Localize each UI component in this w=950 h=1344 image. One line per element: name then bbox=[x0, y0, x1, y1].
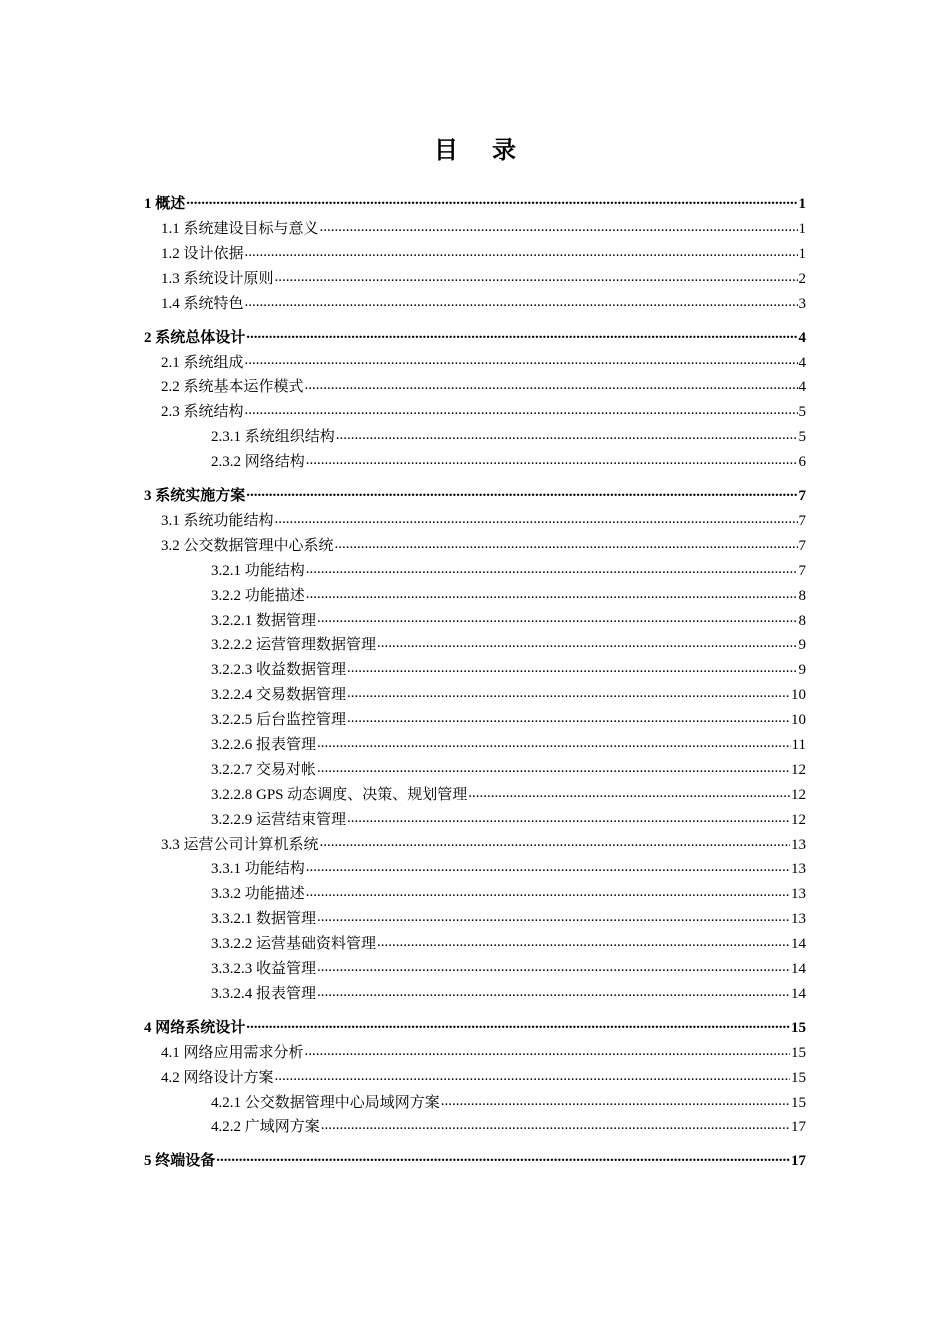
toc-entry-label: 3.3.2.2 运营基础资料管理 bbox=[211, 936, 377, 953]
toc-entry[interactable] bbox=[144, 267, 806, 292]
toc-entry-label: 3.3.2.1 数据管理 bbox=[211, 911, 317, 928]
dot-leader bbox=[306, 885, 790, 900]
toc-entry[interactable] bbox=[144, 1140, 806, 1174]
dot-leader bbox=[347, 711, 790, 726]
toc-entry[interactable] bbox=[144, 1116, 806, 1141]
toc-entry-page-number: 7 bbox=[798, 537, 806, 554]
toc-entry[interactable] bbox=[144, 1066, 806, 1091]
toc-entry-page-number: 4 bbox=[798, 379, 806, 396]
toc-entry-label: 3.1 系统功能结构 bbox=[161, 513, 274, 529]
toc-entry-label: 4.1 网络应用需求分析 bbox=[161, 1044, 304, 1061]
dot-leader bbox=[336, 428, 798, 443]
dot-leader bbox=[275, 270, 798, 285]
toc-entry-page-number: 7 bbox=[798, 513, 806, 529]
toc-entry[interactable] bbox=[144, 351, 806, 376]
toc-entry-page-number: 8 bbox=[798, 587, 806, 604]
dot-leader bbox=[275, 1069, 790, 1084]
toc-entry-label: 4.2 网络设计方案 bbox=[161, 1069, 274, 1086]
toc-entry[interactable] bbox=[144, 292, 806, 317]
toc-entry[interactable] bbox=[144, 658, 806, 683]
toc-entry-page-number: 14 bbox=[791, 936, 806, 953]
toc-entry-page-number: 10 bbox=[791, 687, 806, 704]
toc-entry[interactable] bbox=[144, 375, 806, 400]
toc-entry-page-number: 7 bbox=[798, 488, 806, 505]
toc-entry-label: 2.1 系统组成 bbox=[161, 354, 244, 371]
dot-leader bbox=[321, 1118, 790, 1133]
toc-entry[interactable] bbox=[144, 1007, 806, 1041]
dot-leader bbox=[468, 786, 790, 801]
dot-leader bbox=[317, 910, 790, 925]
toc-entry-label: 3.3.1 功能结构 bbox=[211, 861, 305, 878]
toc-entry-label: 4.2.1 公交数据管理中心局域网方案 bbox=[211, 1094, 440, 1111]
dot-leader bbox=[306, 860, 790, 875]
toc-entry[interactable] bbox=[144, 317, 806, 351]
toc-entry-page-number: 5 bbox=[798, 404, 806, 421]
dot-leader bbox=[245, 245, 798, 260]
toc-entry-page-number: 14 bbox=[791, 961, 806, 978]
toc-entry-page-number: 4 bbox=[798, 329, 806, 346]
toc-entry[interactable] bbox=[144, 683, 806, 708]
toc-entry-label: 3 系统实施方案 bbox=[144, 488, 246, 505]
toc-entry-page-number: 11 bbox=[791, 737, 806, 754]
toc-entry-label: 1 概述 bbox=[144, 196, 186, 212]
toc-entry-page-number: 5 bbox=[798, 429, 806, 446]
toc-entry-label: 3.2.2.1 数据管理 bbox=[211, 612, 317, 629]
toc-entry-page-number: 10 bbox=[791, 712, 806, 729]
toc-entry[interactable] bbox=[144, 1041, 806, 1066]
toc-entry-page-number: 15 bbox=[791, 1019, 806, 1036]
toc-entry-page-number: 7 bbox=[798, 562, 806, 579]
toc-entry-page-number: 9 bbox=[798, 662, 806, 679]
dot-leader bbox=[245, 295, 798, 310]
toc-entry[interactable] bbox=[144, 584, 806, 609]
dot-leader bbox=[306, 587, 798, 602]
toc-entry-label: 3.3.2.3 收益管理 bbox=[211, 961, 317, 978]
toc-entry-page-number: 15 bbox=[791, 1094, 806, 1111]
toc-entry-page-number: 17 bbox=[791, 1153, 806, 1170]
dot-leader bbox=[335, 537, 798, 552]
toc-entry[interactable] bbox=[144, 857, 806, 882]
toc-entry[interactable] bbox=[144, 907, 806, 932]
dot-leader bbox=[186, 193, 797, 208]
toc-entry[interactable] bbox=[144, 534, 806, 559]
toc-entry-label: 3.2.2.7 交易对帐 bbox=[211, 761, 317, 778]
toc-entry-label: 3.2.2.6 报表管理 bbox=[211, 737, 317, 754]
toc-entry[interactable] bbox=[144, 957, 806, 982]
dot-leader bbox=[377, 636, 797, 651]
dot-leader bbox=[306, 562, 798, 577]
toc-entry-label: 3.2.1 功能结构 bbox=[211, 562, 305, 579]
dot-leader bbox=[441, 1094, 790, 1109]
toc-entry-label: 3.2.2.2 运营管理数据管理 bbox=[211, 637, 377, 654]
toc-entry[interactable] bbox=[144, 833, 806, 858]
dot-leader bbox=[317, 960, 790, 975]
toc-entry-label: 2.3.2 网络结构 bbox=[211, 454, 305, 471]
toc-entry-page-number: 15 bbox=[791, 1069, 806, 1086]
toc-entry-label: 3.2.2.4 交易数据管理 bbox=[211, 687, 347, 704]
toc-entry[interactable] bbox=[144, 808, 806, 833]
toc-entry-page-number: 4 bbox=[798, 354, 806, 371]
toc-entry[interactable] bbox=[144, 509, 806, 534]
toc-entry-page-number: 13 bbox=[791, 911, 806, 928]
toc-entry-label: 3.3.2.4 报表管理 bbox=[211, 985, 317, 1002]
toc-entry-page-number: 1 bbox=[798, 220, 806, 237]
toc-entry-label: 1.1 系统建设目标与意义 bbox=[161, 220, 319, 237]
toc-entry-page-number: 13 bbox=[791, 861, 806, 878]
toc-entry-label: 2 系统总体设计 bbox=[144, 329, 246, 346]
toc-entry[interactable] bbox=[144, 183, 806, 217]
toc-entry[interactable] bbox=[144, 559, 806, 584]
toc-entry-label: 3.2.2 功能描述 bbox=[211, 587, 305, 604]
toc-entry[interactable] bbox=[144, 242, 806, 267]
toc-entry-page-number: 17 bbox=[791, 1119, 806, 1136]
dot-leader bbox=[347, 661, 797, 676]
toc-entry[interactable] bbox=[144, 425, 806, 450]
toc-entry-page-number: 12 bbox=[791, 811, 806, 828]
toc-entry-label: 1.4 系统特色 bbox=[161, 295, 244, 312]
dot-leader bbox=[216, 1150, 790, 1165]
toc-entry-page-number: 12 bbox=[791, 761, 806, 778]
dot-leader bbox=[317, 985, 790, 1000]
toc-entry-page-number: 1 bbox=[798, 245, 806, 262]
dot-leader bbox=[347, 811, 790, 826]
toc-entry-page-number: 12 bbox=[791, 786, 806, 803]
dot-leader bbox=[320, 835, 790, 850]
toc-entry-page-number: 6 bbox=[798, 454, 806, 471]
dot-leader bbox=[305, 1044, 790, 1059]
dot-leader bbox=[305, 378, 798, 393]
toc-entry[interactable] bbox=[144, 450, 806, 475]
toc-entry-label: 2.3 系统结构 bbox=[161, 404, 244, 421]
toc-entry[interactable] bbox=[144, 708, 806, 733]
toc-entry-page-number: 9 bbox=[798, 637, 806, 654]
toc-entry-label: 4.2.2 广域网方案 bbox=[211, 1119, 320, 1136]
toc-entry-label: 3.2.2.3 收益数据管理 bbox=[211, 662, 347, 679]
toc-entry-page-number: 1 bbox=[798, 196, 806, 212]
toc-entry[interactable] bbox=[144, 217, 806, 242]
toc-entry[interactable] bbox=[144, 609, 806, 634]
dot-leader bbox=[246, 485, 797, 500]
dot-leader bbox=[306, 453, 798, 468]
toc-entry-label: 2.2 系统基本运作模式 bbox=[161, 379, 304, 396]
toc-entry[interactable] bbox=[144, 400, 806, 425]
dot-leader bbox=[245, 403, 798, 418]
toc-entry[interactable] bbox=[144, 633, 806, 658]
toc-entry-label: 3.2.2.8 GPS 动态调度、决策、规划管理 bbox=[211, 786, 468, 803]
toc-entry[interactable] bbox=[144, 783, 806, 808]
dot-leader bbox=[317, 736, 791, 751]
toc-entry-label: 2.3.1 系统组织结构 bbox=[211, 429, 335, 446]
toc-entry[interactable] bbox=[144, 733, 806, 758]
toc-entry-page-number: 14 bbox=[791, 985, 806, 1002]
toc-entry[interactable] bbox=[144, 1091, 806, 1116]
table-of-contents bbox=[144, 183, 806, 1174]
toc-entry-label: 3.2.2.9 运营结束管理 bbox=[211, 811, 347, 828]
toc-entry[interactable] bbox=[144, 758, 806, 783]
dot-leader bbox=[377, 935, 790, 950]
dot-leader bbox=[246, 327, 797, 342]
toc-entry[interactable] bbox=[144, 475, 806, 509]
dot-leader bbox=[320, 220, 798, 235]
toc-entry[interactable] bbox=[144, 932, 806, 957]
dot-leader bbox=[245, 353, 798, 368]
toc-entry-page-number: 3 bbox=[798, 295, 806, 312]
toc-entry-label: 3.3.2 功能描述 bbox=[211, 886, 305, 903]
toc-entry-label: 3.3 运营公司计算机系统 bbox=[161, 836, 319, 853]
dot-leader bbox=[275, 512, 798, 527]
toc-entry-page-number: 13 bbox=[791, 886, 806, 903]
toc-entry-page-number: 8 bbox=[798, 612, 806, 629]
toc-entry[interactable] bbox=[144, 982, 806, 1007]
toc-title: 目 录 bbox=[434, 138, 530, 164]
toc-entry-page-number: 13 bbox=[791, 836, 806, 853]
toc-entry-label: 3.2.2.5 后台监控管理 bbox=[211, 712, 347, 729]
dot-leader bbox=[317, 761, 790, 776]
toc-entry-page-number: 15 bbox=[791, 1044, 806, 1061]
dot-leader bbox=[347, 686, 790, 701]
toc-entry-label: 3.2 公交数据管理中心系统 bbox=[161, 537, 334, 554]
toc-entry-label: 1.3 系统设计原则 bbox=[161, 270, 274, 287]
dot-leader bbox=[246, 1017, 790, 1032]
toc-entry-page-number: 2 bbox=[798, 270, 806, 287]
toc-entry-label: 5 终端设备 bbox=[144, 1153, 216, 1170]
toc-entry-label: 1.2 设计依据 bbox=[161, 245, 244, 262]
toc-entry-label: 4 网络系统设计 bbox=[144, 1019, 246, 1036]
toc-entry[interactable] bbox=[144, 882, 806, 907]
dot-leader bbox=[317, 611, 797, 626]
